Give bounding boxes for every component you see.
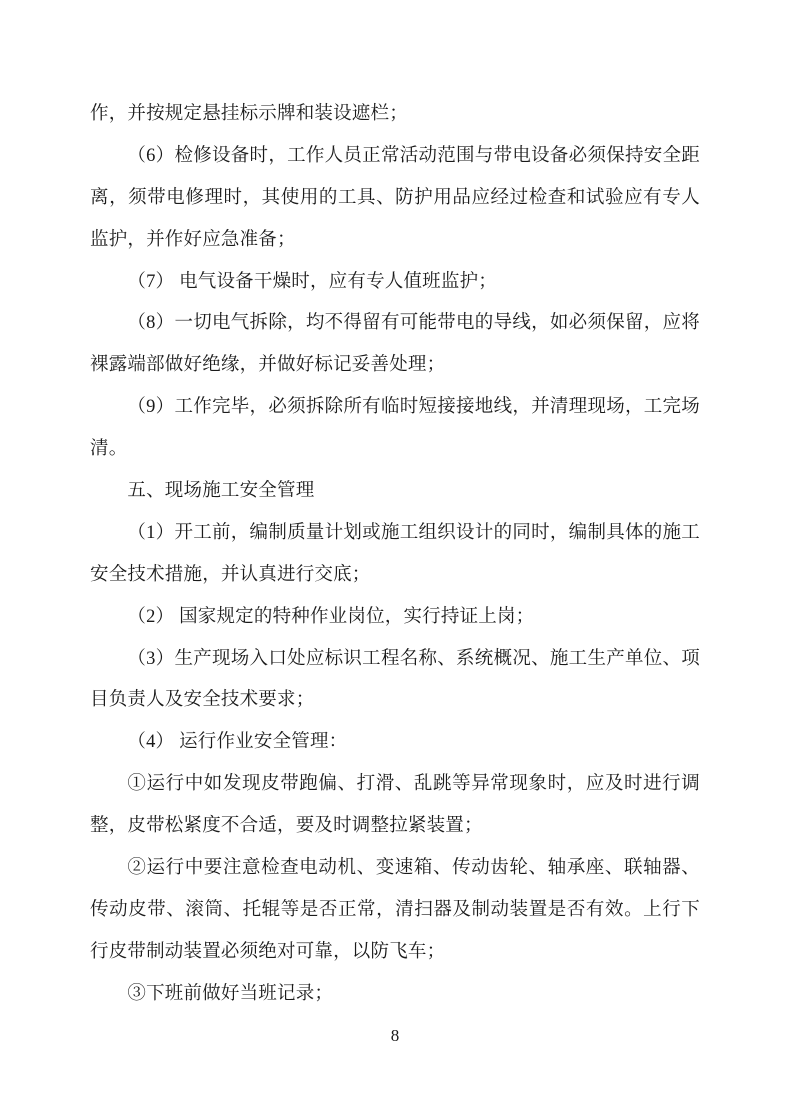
- document-body: [90, 94, 700, 1016]
- text-line: 监护，并作好应急准备；: [90, 229, 296, 250]
- text-line: 行皮带制动装置必须绝对可靠，以防飞车；: [90, 941, 446, 962]
- text-line: （8）一切电气拆除，均不得留有可能带电的导线，如必须保留，应将: [127, 313, 700, 334]
- text-line: 传动皮带、滚筒、托辊等是否正常，清扫器及制动装置是否有效。上行下: [90, 899, 700, 920]
- text-line: （2） 国家规定的特种作业岗位，实行持证上岗；: [127, 606, 535, 627]
- text-line: 清。: [90, 439, 128, 460]
- paragraph: [90, 639, 700, 723]
- paragraph: [90, 94, 700, 136]
- text-line: 五、现场施工安全管理: [127, 481, 315, 502]
- paragraph: [90, 387, 700, 471]
- page-number: 8: [390, 1026, 400, 1045]
- text-line: 整，皮带松紧度不合适，要及时调整拉紧装置；: [90, 816, 483, 837]
- text-line: ②运行中要注意检查电动机、变速箱、传动齿轮、轴承座、联轴器、: [127, 858, 700, 879]
- paragraph: [90, 974, 700, 1016]
- paragraph: [90, 471, 700, 513]
- paragraph: [90, 262, 700, 304]
- paragraph: [90, 513, 700, 597]
- text-line: 裸露端部做好绝缘，并做好标记妥善处理；: [90, 355, 446, 376]
- text-line: （3）生产现场入口处应标识工程名称、系统概况、施工生产单位、项: [127, 648, 700, 669]
- paragraph: [90, 136, 700, 262]
- paragraph: [90, 722, 700, 764]
- text-line: （4） 运行作业安全管理：: [127, 732, 348, 753]
- paragraph: [90, 597, 700, 639]
- text-line: （6）检修设备时，工作人员正常活动范围与带电设备必须保持安全距: [127, 145, 700, 166]
- paragraph: [90, 848, 700, 974]
- text-line: （9）工作完毕，必须拆除所有临时短接接地线，并清理现场，工完场: [127, 397, 700, 418]
- text-line: 离，须带电修理时，其使用的工具、防护用品应经过检查和试验应有专人: [90, 187, 700, 208]
- paragraph: [90, 764, 700, 848]
- text-line: （1）开工前，编制质量计划或施工组织设计的同时，编制具体的施工: [127, 522, 700, 543]
- text-line: 作，并按规定悬挂标示牌和装设遮栏；: [90, 104, 408, 124]
- text-line: （7） 电气设备干燥时，应有专人值班监护；: [127, 271, 497, 292]
- paragraph: [90, 303, 700, 387]
- text-line: ③下班前做好当班记录；: [127, 983, 334, 1004]
- text-line: ①运行中如发现皮带跑偏、打滑、乱跳等异常现象时，应及时进行调: [127, 774, 700, 795]
- text-line: 安全技术措施，并认真进行交底；: [90, 564, 371, 585]
- text-line: 目负责人及安全技术要求；: [90, 690, 315, 711]
